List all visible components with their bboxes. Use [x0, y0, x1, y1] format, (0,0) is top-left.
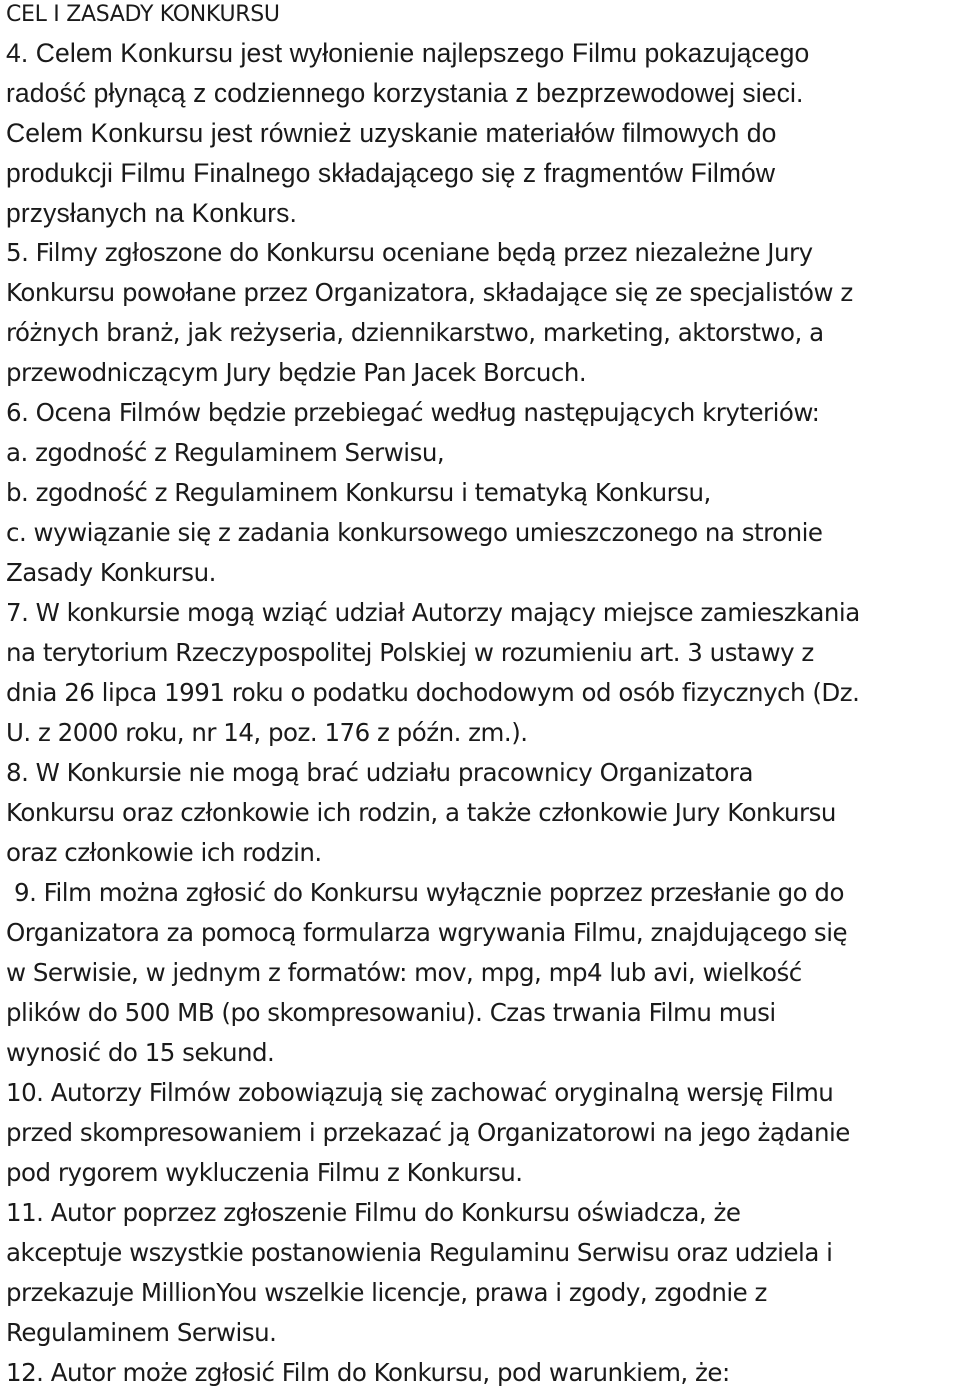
paragraph-line: przysłanych na Konkurs.: [6, 198, 297, 228]
paragraph-line: przewodniczącym Jury będzie Pan Jacek Borcuch.: [6, 358, 587, 387]
paragraph-line: 6. Ocena Filmów będzie przebiegać według następujących kryteriów:: [6, 398, 820, 427]
paragraph-line: przekazuje MillionYou wszelkie licencje, prawa i zgody, zgodnie z: [6, 1278, 767, 1307]
paragraph-line: różnych branż, jak reżyseria, dziennikarstwo, marketing, aktorstwo, a: [6, 318, 824, 347]
paragraph-line: 7. W konkursie mogą wziąć udział Autorzy mający miejsce zamieszkania: [6, 598, 860, 627]
paragraph-line: pod rygorem wykluczenia Filmu z Konkursu.: [6, 1158, 523, 1187]
paragraph-line: oraz członkowie ich rodzin.: [6, 838, 322, 867]
paragraph-line: 12. Autor może zgłosić Film do Konkursu, pod warunkiem, że:: [6, 1358, 730, 1387]
paragraph-line: akceptuje wszystkie postanowienia Regulaminu Serwisu oraz udziela i: [6, 1238, 833, 1267]
document-page: [6, 0, 956, 1393]
paragraph-line: 5. Filmy zgłoszone do Konkursu oceniane będą przez niezależne Jury: [6, 238, 813, 267]
paragraph-line: Celem Konkursu jest również uzyskanie materiałów filmowych do: [6, 118, 777, 148]
paragraph-line: 11. Autor poprzez zgłoszenie Filmu do Konkursu oświadcza, że: [6, 1198, 741, 1227]
paragraph-line: 10. Autorzy Filmów zobowiązują się zachować oryginalną wersję Filmu: [6, 1078, 834, 1107]
paragraph-line: Konkursu powołane przez Organizatora, składające się ze specjalistów z: [6, 278, 853, 307]
paragraph-line: w Serwisie, w jednym z formatów: mov, mpg, mp4 lub avi, wielkość: [6, 958, 802, 987]
paragraph-line: dnia 26 lipca 1991 roku o podatku dochodowym od osób fizycznych (Dz.: [6, 678, 860, 707]
paragraph-line: Regulaminem Serwisu.: [6, 1318, 277, 1347]
paragraph-line: przed skompresowaniem i przekazać ją Organizatorowi na jego żądanie: [6, 1118, 850, 1147]
paragraph-line: plików do 500 MB (po skompresowaniu). Czas trwania Filmu musi: [6, 998, 776, 1027]
paragraph-line: U. z 2000 roku, nr 14, poz. 176 z późn. zm.).: [6, 718, 528, 747]
list-item: a. zgodność z Regulaminem Serwisu,: [6, 438, 445, 467]
list-item: b. zgodność z Regulaminem Konkursu i tematyką Konkursu,: [6, 478, 711, 507]
paragraph-line: na terytorium Rzeczypospolitej Polskiej w rozumieniu art. 3 ustawy z: [6, 638, 814, 667]
paragraph-line: Konkursu oraz członkowie ich rodzin, a także członkowie Jury Konkursu: [6, 798, 836, 827]
paragraph-line: Zasady Konkursu.: [6, 558, 216, 587]
paragraph-line: wynosić do 15 sekund.: [6, 1038, 275, 1067]
section-heading: CEL I ZASADY KONKURSU: [6, 2, 280, 27]
paragraph-line: Organizatora za pomocą formularza wgrywania Filmu, znajdującego się: [6, 918, 848, 947]
paragraph-line: produkcji Filmu Finalnego składającego się z fragmentów Filmów: [6, 158, 776, 188]
paragraph-line: 4. Celem Konkursu jest wyłonienie najlepszego Filmu pokazującego: [6, 38, 810, 68]
list-item: c. wywiązanie się z zadania konkursowego umieszczonego na stronie: [6, 518, 823, 547]
paragraph-line: radość płynącą z codziennego korzystania z bezprzewodowej sieci.: [6, 78, 804, 108]
paragraph-line: 9. Film można zgłosić do Konkursu wyłącznie poprzez przesłanie go do: [14, 878, 844, 907]
paragraph-line: 8. W Konkursie nie mogą brać udziału pracownicy Organizatora: [6, 758, 753, 787]
